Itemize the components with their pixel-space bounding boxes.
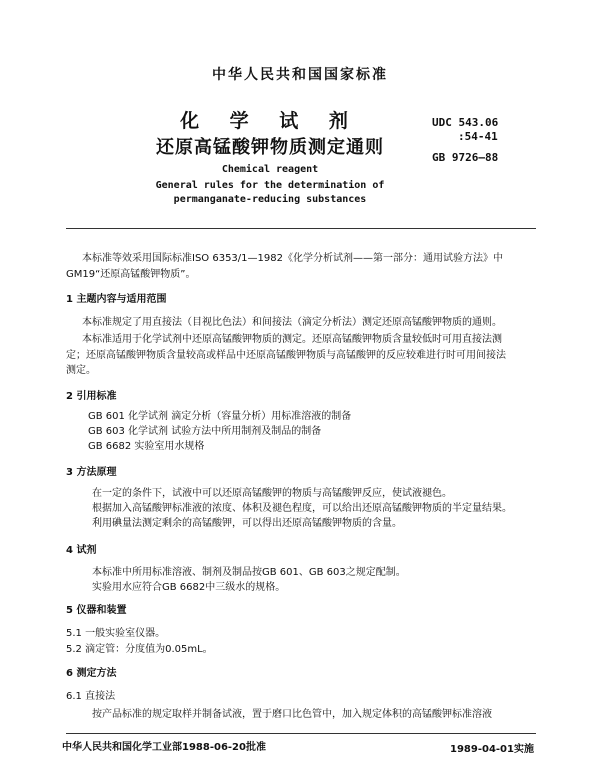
standard-title: 中华人民共和国国家标准 xyxy=(212,67,388,83)
item-5-1: 5.1 一般实验室仪器。 xyxy=(66,628,166,639)
udc-code-suffix: :54-41 xyxy=(458,130,498,143)
reference-gb603: GB 603 化学试剂 试验方法中所用制剂及制品的制备 xyxy=(88,426,322,437)
title-main: 还原高锰酸钾物质测定通则 xyxy=(156,137,384,158)
effective-date: 1989-04-01实施 xyxy=(450,744,534,755)
gb-code: GB 9726—88 xyxy=(432,151,499,164)
section-3-para3: 利用碘量法测定剩余的高锰酸钾，可以得出还原高锰酸钾物质的含量。 xyxy=(92,518,402,529)
intro-line2: GM19“还原高锰酸钾物质”。 xyxy=(66,269,196,280)
section-6-para1: 按产品标准的规定取样并制备试液，置于磨口比色管中，加入规定体积的高锰酸钾标准溶液 xyxy=(92,709,492,720)
section-1-para2-line3: 测定。 xyxy=(66,365,96,376)
english-title-line1: Chemical reagent xyxy=(221,164,319,175)
reference-gb601: GB 601 化学试剂 滴定分析（容量分析）用标准溶液的制备 xyxy=(88,411,352,422)
section-5-heading: 5 仪器和装置 xyxy=(66,605,127,616)
approval-date: 中华人民共和国化学工业部1988-06-20批准 xyxy=(62,742,266,753)
english-title-line2: General rules for the determination of xyxy=(155,180,385,191)
section-4-heading: 4 试剂 xyxy=(66,545,97,556)
header-divider xyxy=(66,228,536,229)
footer-divider xyxy=(66,733,536,734)
reference-gb6682: GB 6682 实验室用水规格 xyxy=(88,441,205,452)
english-title-line3: permanganate-reducing substances xyxy=(173,194,367,205)
section-4-para1: 本标准中所用标准溶液、制剂及制品按GB 601、GB 603之规定配制。 xyxy=(92,567,406,578)
udc-code: UDC 543.06 xyxy=(432,116,499,129)
item-6-1: 6.1 直接法 xyxy=(66,691,116,702)
section-3-heading: 3 方法原理 xyxy=(66,467,117,478)
section-3-para1: 在一定的条件下，试液中可以还原高锰酸钾的物质与高锰酸钾反应，使试液褪色。 xyxy=(92,488,452,499)
intro-line1: 本标准等效采用国际标准ISO 6353/1—1982《化学分析试剂——第一部分：通用试验方法》中 xyxy=(82,253,503,264)
section-1-para1: 本标准规定了用直接法（目视比色法）和间接法（滴定分析法）测定还原高锰酸钾物质的通则。 xyxy=(82,317,502,328)
section-2-heading: 2 引用标准 xyxy=(66,391,117,402)
section-1-para2-line2: 定；还原高锰酸钾物质含量较高或样品中还原高锰酸钾物质与高锰酸钾的反应较难进行时可用间接法 xyxy=(66,350,506,361)
section-1-para2-line1: 本标准适用于化学试剂中还原高锰酸钾物质的测定。还原高锰酸钾物质含量较低时可用直接法测 xyxy=(82,334,502,345)
item-5-2: 5.2 滴定管：分度值为0.05mL。 xyxy=(66,644,213,655)
section-4-para2: 实验用水应符合GB 6682中三级水的规格。 xyxy=(92,582,286,593)
section-6-heading: 6 测定方法 xyxy=(66,668,117,679)
section-3-para2: 根据加入高锰酸钾标准液的浓度、体积及褪色程度，可以给出还原高锰酸钾物质的半定量结果。 xyxy=(92,503,512,514)
title-chemical-reagent: 化 学 试 剂 xyxy=(180,110,360,132)
section-1-heading: 1 主题内容与适用范围 xyxy=(66,294,167,305)
